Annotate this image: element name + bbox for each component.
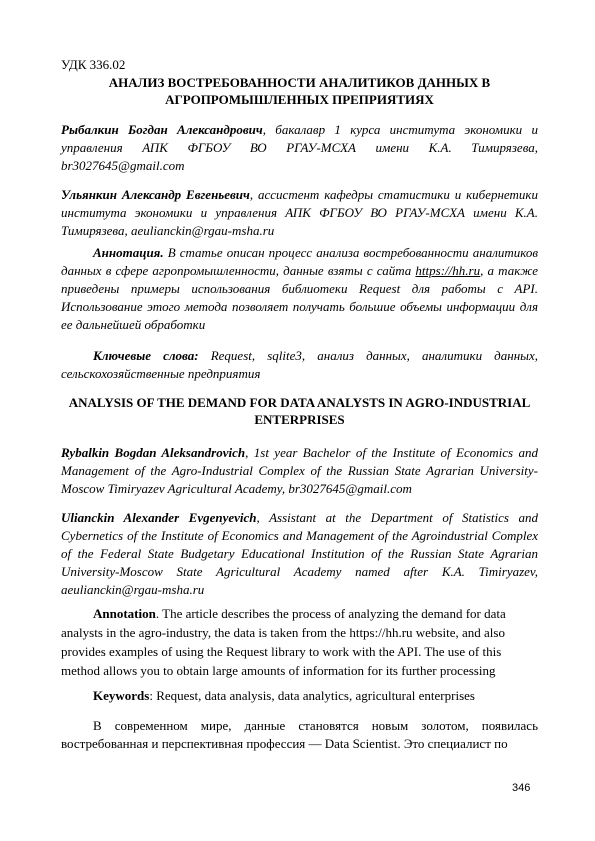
author-2-russian [61,186,538,240]
keywords-russian [61,347,538,383]
author-1-name-english: Rybalkin Bogdan Aleksandrovich [61,445,246,460]
author-1-russian [61,121,538,175]
udc-code: УДК 336.02 [61,57,126,72]
abstract-label-english: Annotation [93,606,156,621]
title-english: ANALYSIS OF THE DEMAND FOR DATA ANALYSTS IN AGRO-INDUSTRIAL ENTERPRISES [68,395,531,427]
abstract-english [61,604,538,680]
author-1-name-russian: Рыбалкин Богдан Александрович [61,122,263,137]
body-text-russian: В современном мире, данные становятся новым золотом, появилась востребованная и перспективная профессия — Data Scientist. Это специалист по [61,718,538,751]
page-number: 346 [512,782,531,794]
keywords-label-english: Keywords [93,688,150,703]
hh-ru-link[interactable]: https://hh.ru [415,263,481,278]
keywords-text-russian: Request, sqlite3, анализ данных, аналитики данных, сельскохозяйственные предприятия [61,348,538,381]
author-2-name-english: Ulianckin Alexander Evgenyevich [61,510,257,525]
abstract-text-russian: В статье описан процесс анализа востребованности аналитиков данных в сфере агропромышленности, данные взяты с сайта [61,245,538,278]
author-1-details-russian: , бакалавр 1 курса института экономики и управления АПК ФГБОУ ВО РГАУ-МСХА имени К.А. Тимирязева, br3027645@gmail.com [61,122,538,173]
abstract-label-russian: Аннотация. [93,245,164,260]
keywords-english [61,687,538,705]
author-2-details-russian: , ассистент кафедры статистики и кибернетики института экономики и управления АПК ФГБОУ ВО РГАУ-МСХА имени К.А. Тимирязева, aeulianckin@rgau-msha.ru [61,187,538,238]
keywords-text-english: : Request, data analysis, data analytics, agricultural enterprises [149,688,475,703]
author-1-details-english: , 1st year Bachelor of the Institute of Economics and Management of the Agro-Industrial Complex of the Russian State Agrarian University-Moscow Timiryazev Agricultural Academy, br3027645@gmail.com [61,445,538,496]
title-russian: АНАЛИЗ ВОСТРЕБОВАННОСТИ АНАЛИТИКОВ ДАННЫХ В АГРОПРОМЫШЛЕННЫХ ПРЕПРИЯТИЯХ [108,75,491,107]
keywords-label-russian: Ключевые слова: [93,348,199,363]
author-2-details-english: , Assistant at the Department of Statistics and Cybernetics of the Institute of Economics and Management of the Agroindustrial Complex of the Federal State Budgetary Educational Institution of the Russian State Agrarian University-Moscow State Agricultural Academy named after K.A. Timiryazev, aeulianckin@rgau-msha.ru [61,510,538,597]
abstract-text-russian-cont: , а также приведены примеры использования библиотеки Request для работы с API. Использование этого метода позволяет получать большие объемы информации для ее дальнейшей обработки [61,263,538,332]
author-2-name-russian: Ульянкин Александр Евгеньевич [61,187,250,202]
author-1-english [61,444,538,498]
abstract-text-english: . The article describes the process of analyzing the demand for data analysts in the agro-industry, the data is taken from the https://hh.ru website, and also provides examples of using the Request library to work with the API. The use of this method allows you to obtain large amounts of information for its further processing [61,606,506,678]
abstract-russian [61,244,538,334]
author-2-english [61,509,538,599]
